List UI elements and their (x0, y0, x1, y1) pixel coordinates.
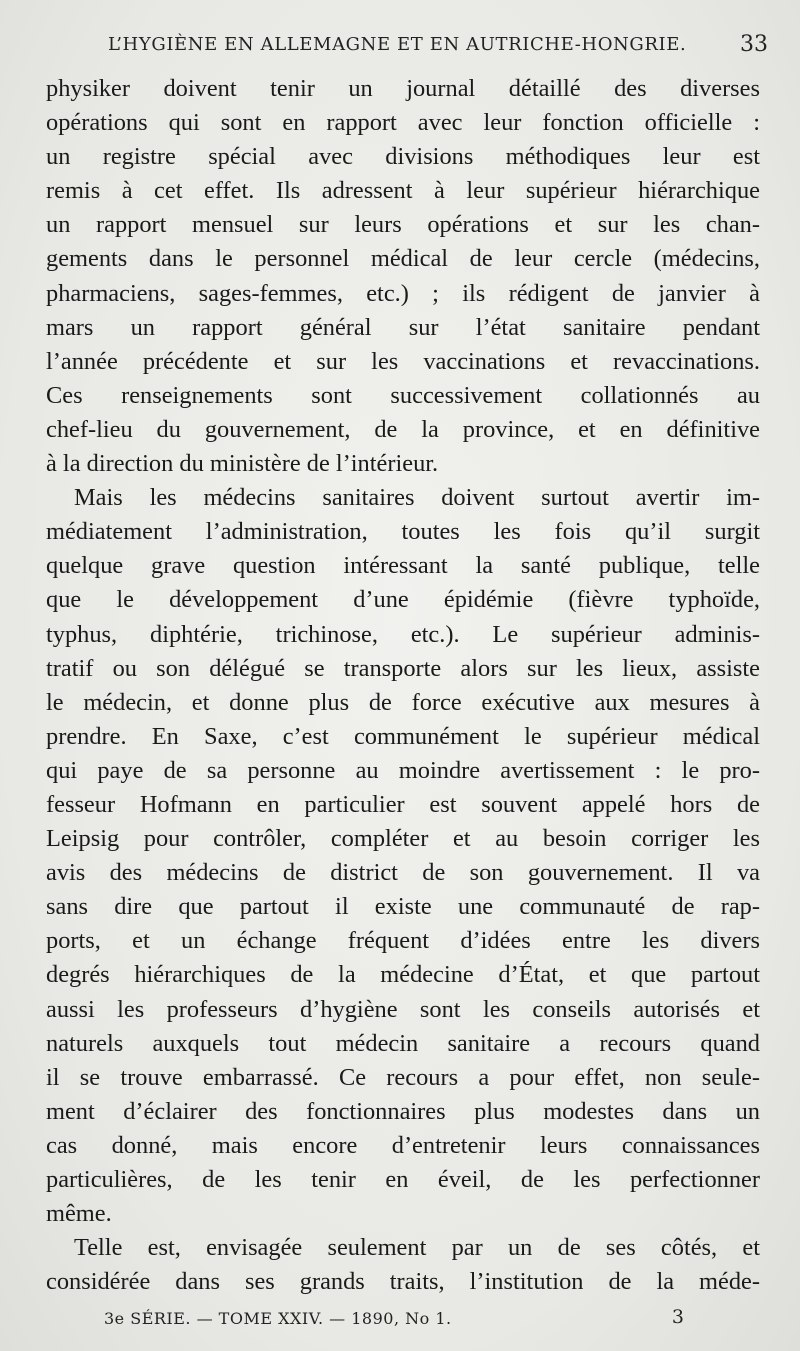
text-line: naturels auxquels tout médecin sanitaire a recours quand (46, 1029, 760, 1057)
text-line: pharmaciens, sages-femmes, etc.) ; ils rédigent de janvier à (46, 279, 760, 307)
text-line: fesseur Hofmann en particulier est souvent appelé hors de (46, 790, 760, 818)
text-line: considérée dans ses grands traits, l’institution de la méde- (46, 1268, 760, 1296)
text-line: remis à cet effet. Ils adressent à leur supérieur hiérarchique (46, 177, 760, 205)
text-line: mars un rapport général sur l’état sanitaire pendant (46, 313, 760, 341)
page-footer (104, 1306, 684, 1337)
text-line: un rapport mensuel sur leurs opérations et sur les chan- (46, 211, 760, 239)
text-line: opérations qui sont en rapport avec leur fonction officielle : (46, 109, 760, 137)
running-head (108, 34, 768, 66)
text-line: que le développement d’une épidémie (fièvre typhoïde, (46, 586, 760, 614)
text-line: avis des médecins de district de son gouvernement. Il va (46, 859, 760, 887)
text-line-paragraph-end: même. (46, 1200, 112, 1228)
text-line: médiatement l’administration, toutes les fois qu’il surgit (46, 518, 760, 546)
text-line: Ces renseignements sont successivement collationnés au (46, 381, 760, 409)
text-line: physiker doivent tenir un journal détaillé des diverses (46, 75, 760, 102)
text-line-paragraph-end: à la direction du ministère de l’intérieur. (46, 450, 439, 478)
text-line: tratif ou son délégué se transporte alors sur les lieux, assiste (46, 654, 760, 682)
text-line: chef-lieu du gouvernement, de la province, et en définitive (46, 415, 760, 443)
text-line: particulières, de les tenir en éveil, de les perfectionner (46, 1166, 760, 1193)
text-line: quelque grave question intéressant la santé publique, telle (46, 552, 760, 580)
text-line: prendre. En Saxe, c’est communément le supérieur médical (46, 722, 760, 750)
signature-mark: 3 (671, 1306, 684, 1328)
text-line-paragraph-start: Telle est, envisagée seulement par un de ses côtés, et (74, 1234, 760, 1262)
page-number: 33 (740, 32, 768, 57)
text-line: l’année précédente et sur les vaccinations et revaccinations. (46, 347, 760, 375)
text-line: cas donné, mais encore d’entretenir leurs connaissances (46, 1131, 760, 1159)
text-line: ports, et un échange fréquent d’idées entre les divers (46, 927, 760, 955)
text-line: le médecin, et donne plus de force exécutive aux mesures à (46, 688, 760, 716)
running-title: L’HYGIÈNE EN ALLEMAGNE ET EN AUTRICHE-HONGRIE. (108, 34, 687, 55)
text-line: gements dans le personnel médical de leur cercle (médecins, (46, 245, 760, 273)
text-line: un registre spécial avec divisions méthodiques leur est (46, 143, 760, 171)
series-info: 3e SÉRIE. — TOME XXIV. — 1890, No 1. (104, 1309, 452, 1328)
text-line-paragraph-start: Mais les médecins sanitaires doivent surtout avertir im- (74, 484, 760, 512)
body-text (46, 72, 760, 1299)
text-line: il se trouve embarrassé. Ce recours a pour effet, non seule- (46, 1063, 760, 1091)
text-line: degrés hiérarchiques de la médecine d’État, et que partout (46, 961, 760, 989)
text-line: qui paye de sa personne au moindre avertissement : le pro- (46, 756, 760, 784)
text-line: aussi les professeurs d’hygiène sont les conseils autorisés et (46, 995, 760, 1023)
text-line: Leipsig pour contrôler, compléter et au besoin corriger les (46, 825, 760, 853)
text-line: typhus, diphtérie, trichinose, etc.). Le supérieur adminis- (46, 620, 760, 648)
text-line: sans dire que partout il existe une communauté de rap- (46, 893, 760, 921)
text-line: ment d’éclairer des fonctionnaires plus modestes dans un (46, 1097, 760, 1125)
